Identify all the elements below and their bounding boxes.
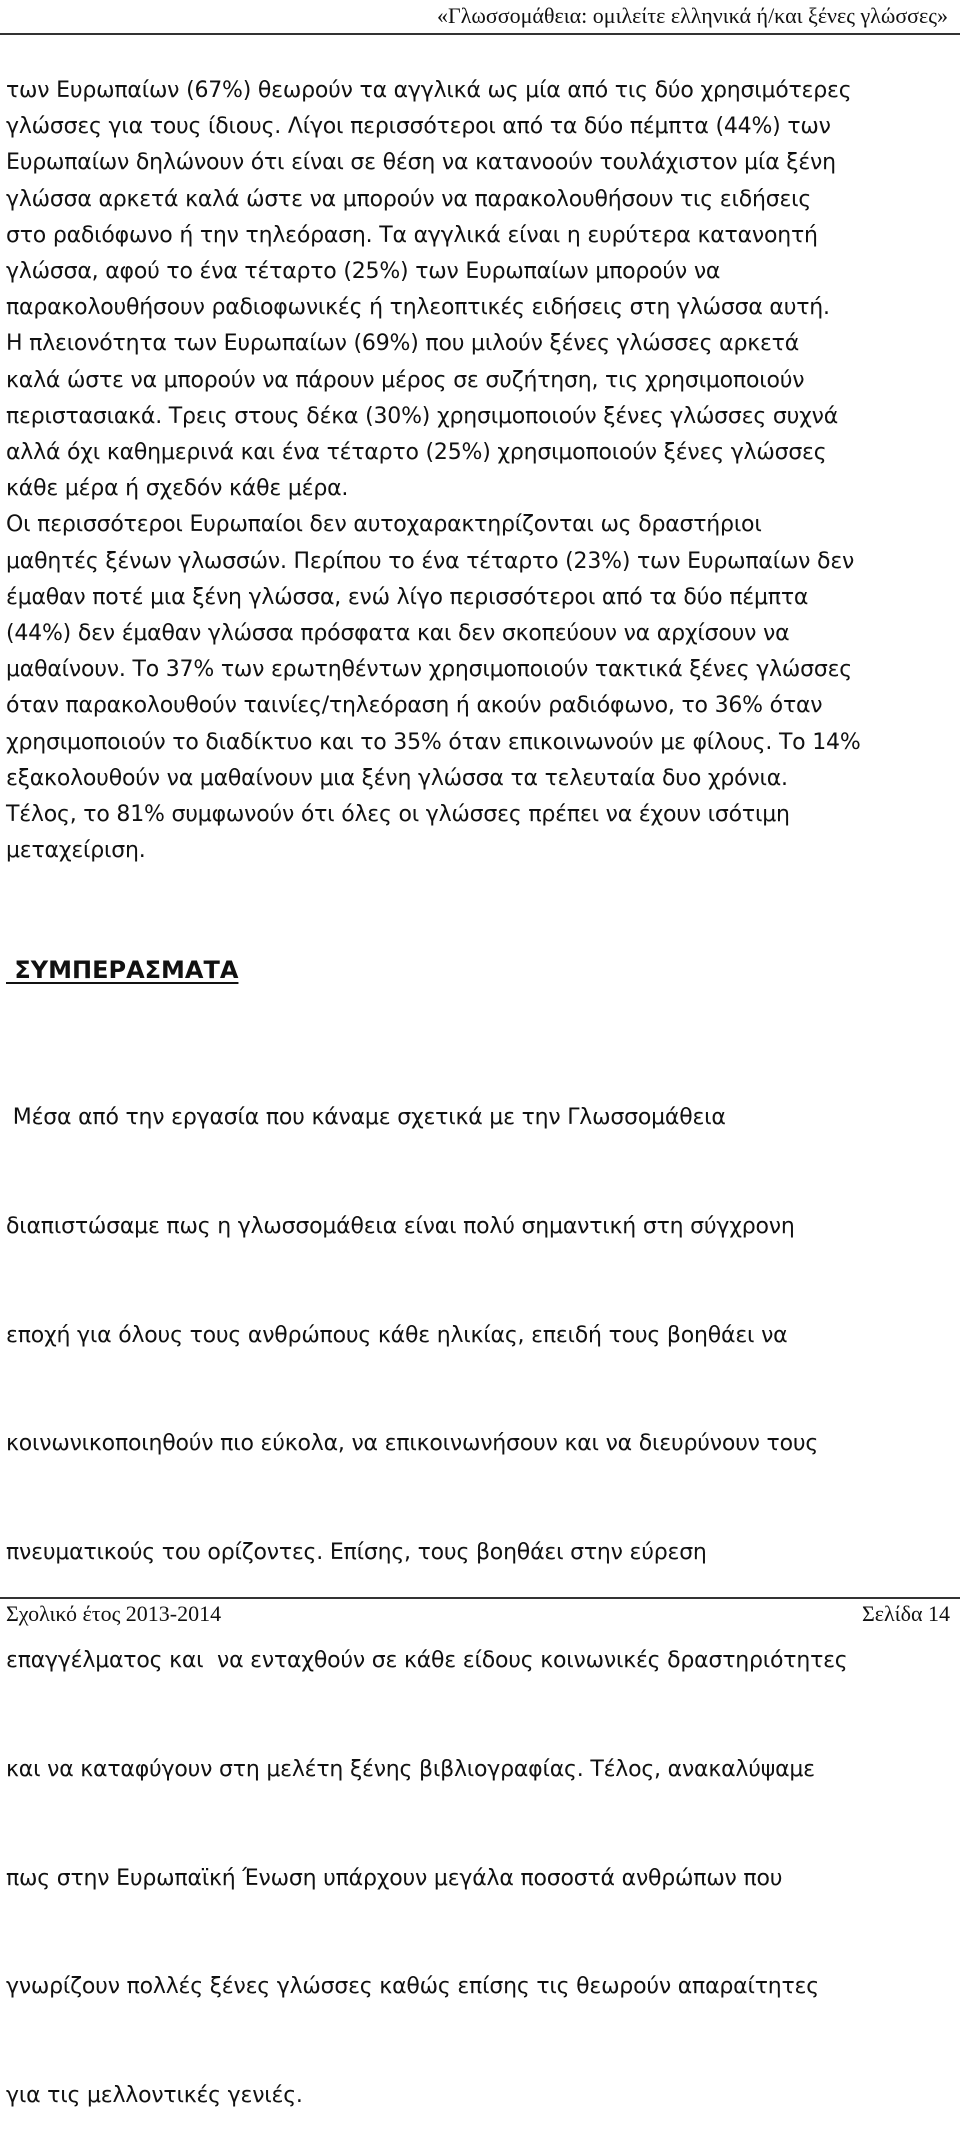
text-line: εξακολουθούν να μαθαίνουν μια ξένη γλώσσα τα τελευταία δυο χρόνια. xyxy=(6,765,788,791)
text-line: επαγγέλματος και να ενταχθούν σε κάθε είδους κοινωνικές δραστηριότητες xyxy=(6,1648,848,1674)
text-line: κοινωνικοποιηθούν πιο εύκολα, να επικοινωνήσουν και να διευρύνουν τους xyxy=(6,1431,819,1457)
footer-page-number: Σελίδα 14 xyxy=(861,1601,950,1626)
text-line: στο ραδιόφωνο ή την τηλεόραση. Τα αγγλικά είναι η ευρύτερα κατανοητή xyxy=(6,222,818,248)
section-heading: ΣΥΜΠΕΡΑΣΜΑΤΑ xyxy=(6,956,239,984)
text-line: και να καταφύγουν στη μελέτη ξένης βιβλιογραφίας. Τέλος, ανακαλύψαμε xyxy=(6,1757,815,1783)
body-paragraphs xyxy=(6,73,956,869)
footer-rule xyxy=(0,1597,960,1599)
text-line: Η πλειονότητα των Ευρωπαίων (69%) που μιλούν ξένες γλώσσες αρκετά xyxy=(6,331,800,357)
text-line: έμαθαν ποτέ μια ξένη γλώσσα, ενώ λίγο περισσότεροι από τα δύο πέμπτα xyxy=(6,584,809,610)
text-line: περιστασιακά. Τρεις στους δέκα (30%) χρησιμοποιούν ξένες γλώσσες συχνά xyxy=(6,403,839,429)
text-line: όταν παρακολουθούν ταινίες/τηλεόραση ή ακούν ραδιόφωνο, το 36% όταν xyxy=(6,693,823,719)
text-line: για τις μελλοντικές γενιές. xyxy=(6,2082,303,2108)
text-line: γλώσσα αρκετά καλά ώστε να μπορούν να παρακολουθήσουν τις ειδήσεις xyxy=(6,186,812,212)
text-line: παρακολουθήσουν ραδιοφωνικές ή τηλεοπτικές ειδήσεις στη γλώσσα αυτή. xyxy=(6,295,830,321)
text-line: καλά ώστε να μπορούν να πάρουν μέρος σε συζήτηση, τις χρησιμοποιούν xyxy=(6,367,805,393)
text-line: γλώσσα, αφού το ένα τέταρτο (25%) των Ευρωπαίων μπορούν να xyxy=(6,259,721,285)
text-line: μαθαίνουν. Το 37% των ερωτηθέντων χρησιμοποιούν τακτικά ξένες γλώσσες xyxy=(6,657,852,683)
text-line: πως στην Ευρωπαϊκή Ένωση υπάρχουν μεγάλα ποσοστά ανθρώπων που xyxy=(6,1865,783,1891)
text-line: πνευματικούς του ορίζοντες. Επίσης, τους βοηθάει στην εύρεση xyxy=(6,1539,707,1565)
text-line: Οι περισσότεροι Ευρωπαίοι δεν αυτοχαρακτηρίζονται ως δραστήριοι xyxy=(6,512,762,538)
conclusion-paragraph xyxy=(6,1028,956,2150)
text-line: γνωρίζουν πολλές ξένες γλώσσες καθώς επίσης τις θεωρούν απαραίτητες xyxy=(6,1974,819,2000)
header-rule xyxy=(0,33,960,35)
text-line: Ευρωπαίων δηλώνουν ότι είναι σε θέση να κατανοούν τουλάχιστον μία ξένη xyxy=(6,150,836,176)
text-line: χρησιμοποιούν το διαδίκτυο και το 35% όταν επικοινωνούν με φίλους. Το 14% xyxy=(6,729,861,755)
text-line: (44%) δεν έμαθαν γλώσσα πρόσφατα και δεν σκοπεύουν να αρχίσουν να xyxy=(6,621,790,647)
running-header: «Γλωσσομάθεια: ομιλείτε ελληνικά ή/και ξένες γλώσσες» xyxy=(437,3,948,28)
text-line: μεταχείριση. xyxy=(6,838,146,864)
text-line: μαθητές ξένων γλωσσών. Περίπου το ένα τέταρτο (23%) των Ευρωπαίων δεν xyxy=(6,548,855,574)
text-line: γλώσσες για τους ίδιους. Λίγοι περισσότεροι από τα δύο πέμπτα (44%) των xyxy=(6,114,831,140)
text-line: των Ευρωπαίων (67%) θεωρούν τα αγγλικά ως μία από τις δύο χρησιμότερες xyxy=(6,78,852,103)
text-line: κάθε μέρα ή σχεδόν κάθε μέρα. xyxy=(6,476,349,502)
text-line: αλλά όχι καθημερινά και ένα τέταρτο (25%) χρησιμοποιούν ξένες γλώσσες xyxy=(6,440,827,466)
footer-school-year: Σχολικό έτος 2013-2014 xyxy=(6,1601,222,1626)
text-line: διαπιστώσαμε πως η γλωσσομάθεια είναι πολύ σημαντική στη σύγχρονη xyxy=(6,1214,795,1240)
text-line: Τέλος, το 81% συμφωνούν ότι όλες οι γλώσσες πρέπει να έχουν ισότιμη xyxy=(6,802,790,828)
text-line: εποχή για όλους τους ανθρώπους κάθε ηλικίας, επειδή τους βοηθάει να xyxy=(6,1322,788,1348)
text-line: Μέσα από την εργασία που κάναμε σχετικά με την Γλωσσομάθεια xyxy=(6,1105,726,1131)
